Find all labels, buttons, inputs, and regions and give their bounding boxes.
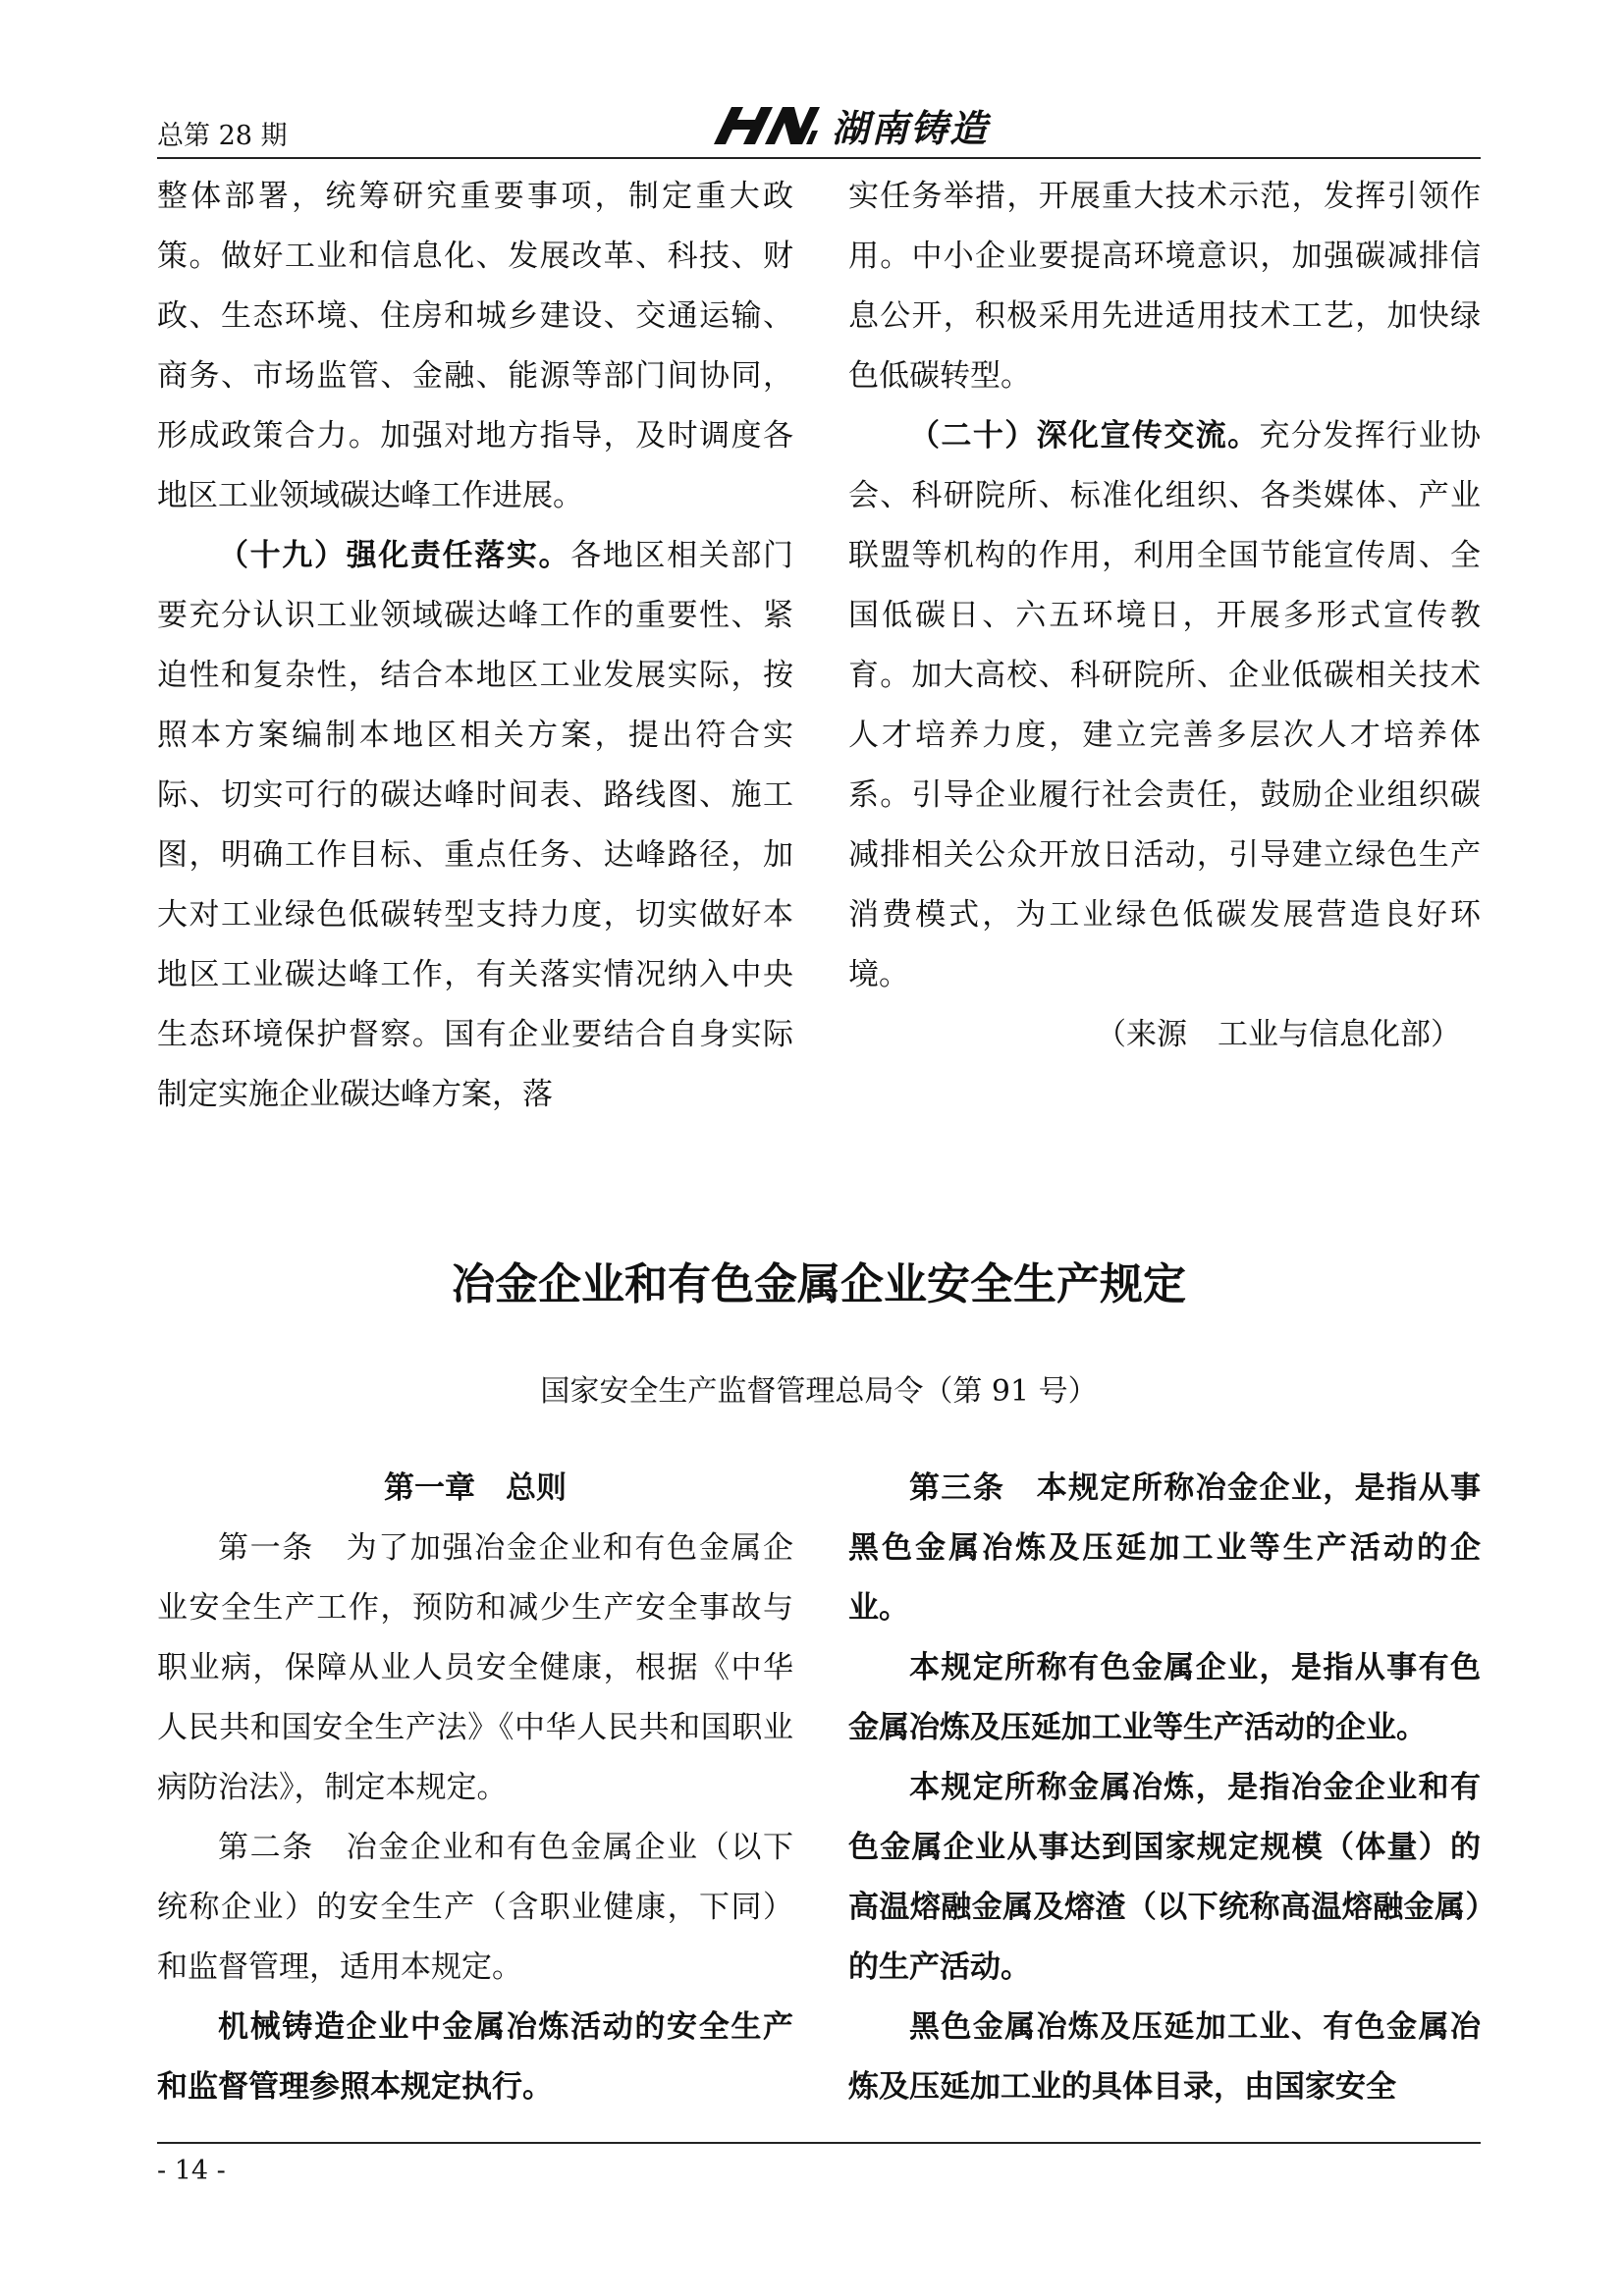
article-paragraph-bold: 本规定所称有色金属企业，是指从事有色金属冶炼及压延加工业等生产活动的企业。 — [848, 1650, 1481, 1745]
paragraph: 实任务举措，开展重大技术示范，发挥引领作用。中小企业要提高环境意识，加强碳减排信息公开，积极采用先进适用技术工艺，加快绿色低碳转型。 — [848, 179, 1481, 394]
header-rule — [157, 157, 1481, 159]
section-heading: （十九）强化责任落实。 — [218, 538, 571, 573]
bottom-left-column — [157, 1459, 793, 2117]
footer-rule — [157, 2142, 1481, 2144]
paragraph — [157, 526, 793, 1125]
issue-number: 总第 28 期 — [157, 121, 288, 151]
hni-logo-icon — [704, 103, 822, 148]
bottom-right-column — [848, 1459, 1481, 2117]
article-paragraph: 第一条 为了加强冶金企业和有色金属企业安全生产工作，预防和减少生产安全事故与职业病，保障从业人员安全健康，根据《中华人民共和国安全生产法》《中华人民共和国职业病防治法》，制定本规定。 — [157, 1530, 793, 1805]
source-credit: （来源 工业与信息化部） — [1096, 1017, 1461, 1052]
article-paragraph-bold: 机械铸造企业中金属冶炼活动的安全生产和监督管理参照本规定执行。 — [157, 2009, 793, 2105]
logo-text: 湖南铸造 — [832, 107, 990, 150]
paragraph-body: 各地区相关部门要充分认识工业领域碳达峰工作的重要性、紧迫性和复杂性，结合本地区工业发展实际，按照本方案编制本地区相关方案，提出符合实际、切实可行的碳达峰时间表、路线图、施工图，明确工作目标、重点任务、达峰路径，加大对工业绿色低碳转型支持力度，切实做好本地区工业碳达峰工作，有关落实情况纳入中央生态环境保护督察。国有企业要结合自身实际制定实施企业碳达峰方案，落 — [157, 538, 794, 1112]
page-header — [157, 98, 1481, 157]
top-right-column — [848, 167, 1481, 1065]
article-paragraph: 第二条 冶金企业和有色金属企业（以下统称企业）的安全生产（含职业健康，下同）和监督管理，适用本规定。 — [157, 1830, 793, 1985]
paragraph-body: 充分发挥行业协会、科研院所、标准化组织、各类媒体、产业联盟等机构的作用，利用全国节能宣传周、全国低碳日、六五环境日，开展多形式宣传教育。加大高校、科研院所、企业低碳相关技术人才培养力度，建立完善多层次人才培养体系。引导企业履行社会责任，鼓励企业组织碳减排相关公众开放日活动，引导建立绿色生产消费模式，为工业绿色低碳发展营造良好环境。 — [848, 418, 1482, 992]
article-title: 冶金企业和有色金属企业安全生产规定 — [452, 1259, 1186, 1309]
article-paragraph-bold: 第三条 本规定所称冶金企业，是指从事黑色金属冶炼及压延加工业等生产活动的企业。 — [848, 1470, 1481, 1626]
page-number: - 14 - — [157, 2156, 226, 2186]
article-subtitle: 国家安全生产监督管理总局令（第 91 号） — [540, 1374, 1098, 1409]
chapter-heading: 第一章 总则 — [384, 1470, 567, 1506]
article-paragraph-bold: 黑色金属冶炼及压延加工业、有色金属冶炼及压延加工业的具体目录，由国家安全 — [848, 2009, 1481, 2105]
article-paragraph-bold: 本规定所称金属冶炼，是指冶金企业和有色金属企业从事达到国家规定规模（体量）的高温熔融金属及熔渣（以下统称高温熔融金属）的生产活动。 — [848, 1770, 1481, 1985]
paragraph: 整体部署，统筹研究重要事项，制定重大政策。做好工业和信息化、发展改革、科技、财政、生态环境、住房和城乡建设、交通运输、商务、市场监管、金融、能源等部门间协同，形成政策合力。加强对地方指导，及时调度各地区工业领域碳达峰工作进展。 — [157, 179, 793, 513]
top-left-column — [157, 167, 793, 1125]
magazine-logo — [704, 98, 989, 152]
paragraph — [848, 406, 1481, 1005]
section-heading: （二十）深化宣传交流。 — [909, 418, 1260, 454]
